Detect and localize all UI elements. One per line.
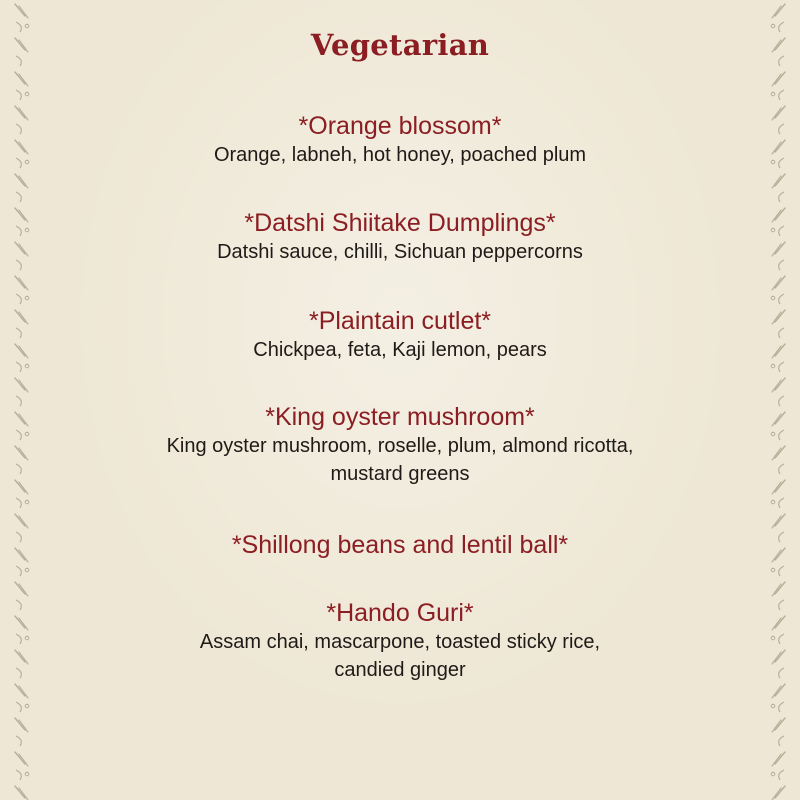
dish-description: Assam chai, mascarpone, toasted sticky rice, [199,631,601,653]
border-ornament [15,650,28,678]
border-ornament [772,514,785,542]
dish-description-continued: candied ginger [334,659,466,681]
dish-item-hando-guri [60,598,740,684]
border-ornament [15,344,29,372]
dish-name: *Shillong beans and lentil ball* [231,531,569,559]
border-ornament [15,718,28,746]
border-ornament [771,412,785,440]
border-ornament [771,276,785,304]
border-ornament [771,140,785,168]
border-ornament [15,514,28,542]
dish-item-datshi-shiitake-dumplings [60,208,740,266]
border-ornament [15,174,28,202]
border-ornament [772,174,785,202]
border-ornament [15,310,28,338]
border-ornament [771,72,785,100]
border-ornament [15,4,29,32]
border-ornament [15,242,28,270]
border-ornament [772,446,785,474]
border-ornament [771,548,785,576]
border-ornament [772,242,785,270]
border-ornament [15,548,29,576]
border-ornament [771,4,785,32]
border-ornament [15,276,29,304]
border-ornament [15,786,28,800]
dish-item-plaintain-cutlet [60,306,740,364]
border-ornament [772,38,785,66]
left-border-pattern [0,0,36,800]
border-ornament [771,344,785,372]
dish-description: King oyster mushroom, roselle, plum, almond ricotta, [166,435,634,457]
border-ornament [771,480,785,508]
border-ornament [772,582,785,610]
dish-name: *Orange blossom* [298,112,502,140]
border-ornament [771,752,785,780]
border-ornament [15,684,29,712]
dish-item-king-oyster-mushroom [60,402,740,488]
border-ornament [15,106,28,134]
border-ornament [772,718,785,746]
dish-description: Chickpea, feta, Kaji lemon, pears [253,339,547,361]
border-ornament [772,650,785,678]
border-ornament [772,378,785,406]
border-ornament [15,616,29,644]
border-ornament [771,208,785,236]
left-decorative-border [0,0,36,800]
border-ornament [15,752,29,780]
dish-description-continued: mustard greens [330,463,470,485]
dish-name: *King oyster mushroom* [265,403,535,431]
border-ornament [772,310,785,338]
dish-name: *Datshi Shiitake Dumplings* [244,209,556,237]
border-ornament [15,72,29,100]
border-ornament [772,786,785,800]
dish-item-orange-blossom [60,111,740,169]
border-ornament [15,140,29,168]
dish-name: *Hando Guri* [326,599,474,627]
border-ornament [15,412,29,440]
dish-name: *Plaintain cutlet* [308,307,492,335]
right-decorative-border [764,0,800,800]
border-ornament [771,684,785,712]
border-ornament [15,378,28,406]
border-ornament [15,480,29,508]
border-ornament [15,582,28,610]
border-ornament [15,38,28,66]
border-ornament [771,616,785,644]
dish-description: Orange, labneh, hot honey, poached plum [213,144,587,166]
border-ornament [772,106,785,134]
section-title: Vegetarian [310,28,490,62]
dish-item-shillong-beans-and-lentil-ball [60,530,740,560]
border-ornament [15,446,28,474]
right-border-pattern [764,0,800,800]
dish-description: Datshi sauce, chilli, Sichuan peppercorns [217,241,583,263]
border-ornament [15,208,29,236]
